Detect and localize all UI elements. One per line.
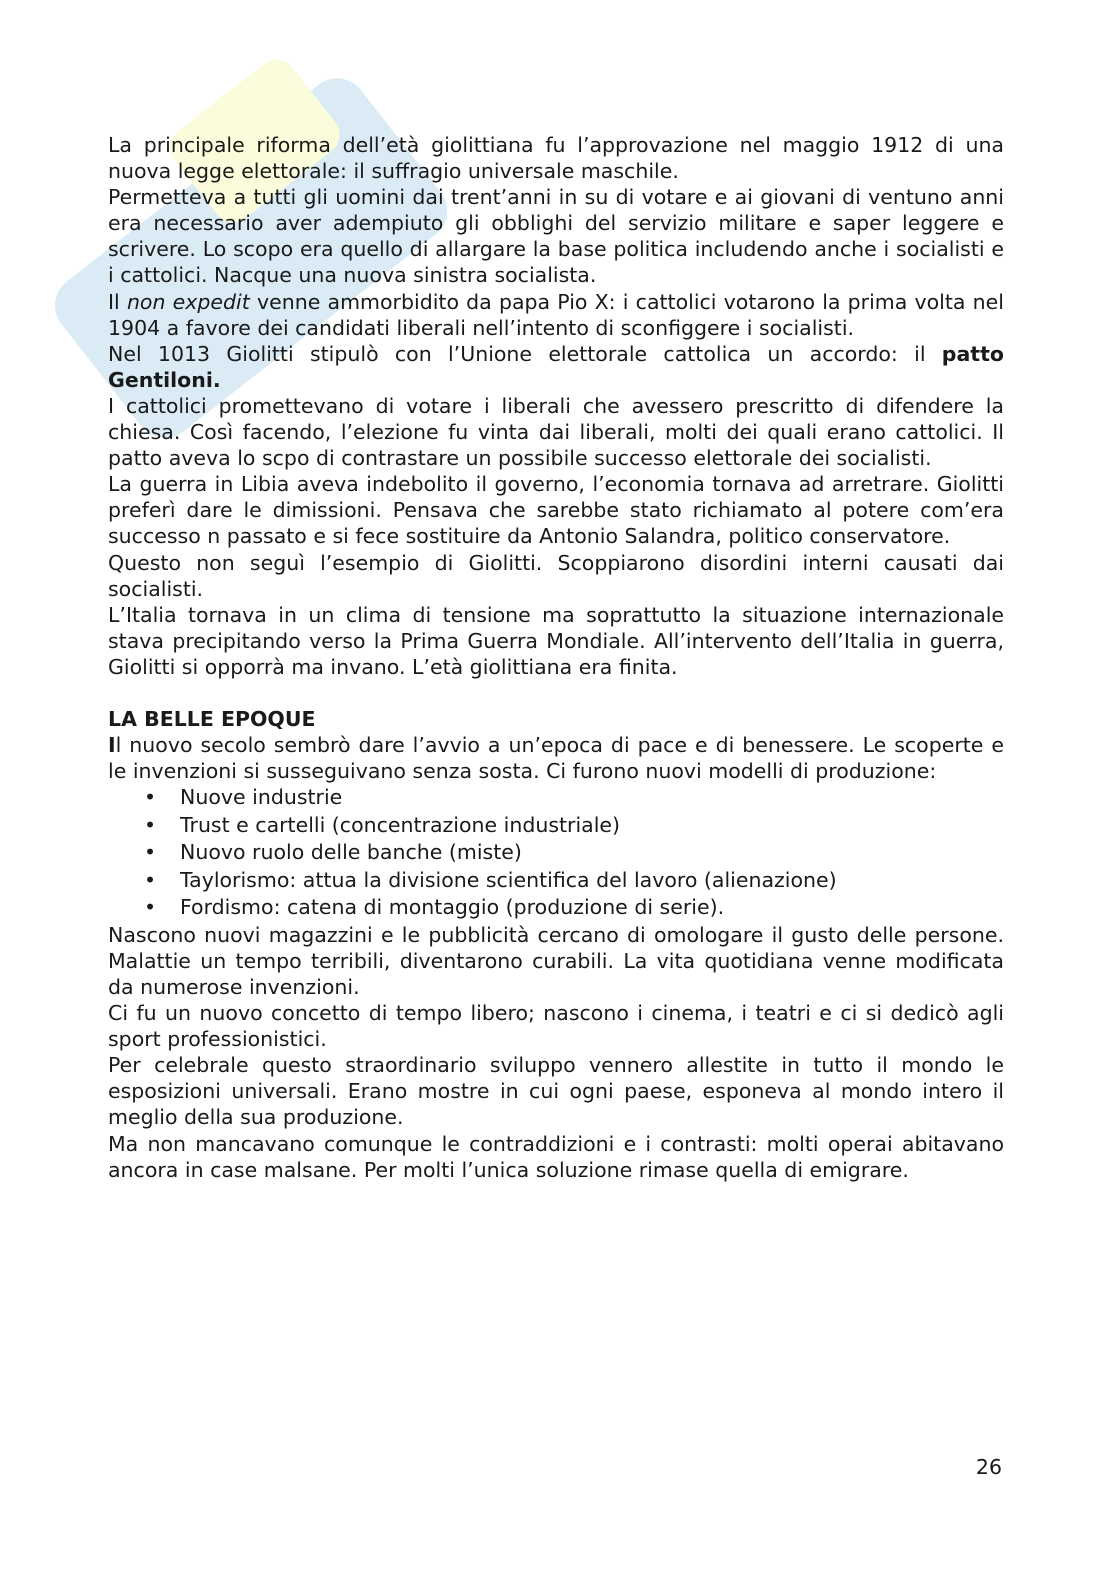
text-segment: venne ammorbidito da papa Pio X: i cattolici votarono la prima volta nel 1904 a favore dei candidati liberali nell’intento di sconfiggere i socialisti. (108, 289, 1004, 340)
page-number: 26 (975, 1455, 1002, 1479)
paragraph: Nascono nuovi magazzini e le pubblicità cercano di omologare il gusto delle persone. Malattie un tempo terribili, diventarono curabili. La vita quotidiana venne modificata da numerose invenzioni. (108, 922, 1004, 999)
paragraph: Ci fu un nuovo concetto di tempo libero; nascono i cinema, i teatri e ci si dedicò agli sport professionistici. (108, 1001, 1004, 1052)
text-segment: L’Italia tornava in un clima di tensione ma soprattutto la situazione internazionale stava precipitando verso la Prima Guerra Mondiale. All’intervento dell’Italia in guerra, Giolitti si opporrà ma invano. L’età giolittiana era finita. (108, 602, 1004, 679)
list-item-text: Nuovo ruolo delle banche (miste) (180, 840, 522, 865)
text-segment: La principale riforma dell’età giolittiana fu l’approvazione nel maggio 1912 di una nuova legge elettorale: il suffragio universale maschile. (108, 133, 1004, 184)
bullet-icon: • (144, 840, 157, 865)
text-segment: Il (108, 289, 127, 314)
paragraph (108, 289, 1004, 341)
paragraph (108, 550, 1004, 602)
paragraph (108, 132, 1004, 184)
belle-epoque-paragraphs (108, 922, 1004, 1183)
text-segment: Nel 1013 Giolitti stipulò con l’Unione elettorale cattolica un accordo: il (108, 341, 942, 366)
bold-text: patto Gentiloni. (108, 341, 1004, 392)
text-segment: I cattolici promettevano di votare i liberali che avessero prescritto di difendere la chiesa. Così facendo, l’elezione fu vinta dai liberali, molti dei quali erano cattolici. Il patto aveva lo scpo di contrastare un possibile successo elettorale dei socialisti. (108, 393, 1004, 471)
list-item (144, 894, 1004, 922)
list-item-text: Taylorismo: attua la divisione scientifica del lavoro (alienazione) (180, 867, 837, 892)
paragraph: Ma non mancavano comunque le contraddizioni e i contrasti: molti operai abitavano ancora in case malsane. Per molti l’unica soluzione rimase quella di emigrare. (108, 1131, 1004, 1182)
list-item (144, 867, 1004, 895)
list-item-text: Trust e cartelli (concentrazione industriale) (180, 812, 621, 837)
paragraph: Per celebrale questo straordinario sviluppo vennero allestite in tutto il mondo le esposizioni universali. Erano mostre in cui ogni paese, esponeva al mondo intero il meglio della sua produzione. (108, 1053, 1004, 1130)
bullet-icon: • (144, 785, 157, 810)
bullet-icon: • (144, 867, 157, 892)
text-segment: Permetteva a tutti gli uomini dai trent’anni in su di votare e ai giovani di ventuno anni era necessario aver adempiuto gli obblighi del servizio militare e saper leggere e scrivere. Lo scopo era quello di allargare la base politica includendo anche i socialisti e i cattolici. Nacque una nuova sinistra socialista. (108, 185, 1004, 288)
paragraph (108, 341, 1004, 393)
paragraph (108, 471, 1004, 549)
bullet-icon: • (144, 895, 157, 920)
document-body (108, 132, 1004, 1183)
paragraph (108, 393, 1004, 471)
bullet-icon: • (144, 812, 157, 837)
giolitti-section (108, 132, 1004, 680)
bold-text: I (108, 733, 116, 758)
text-segment: Questo non seguì l’esempio di Giolitti. Scoppiarono disordini interni causati dai socialisti. (108, 550, 1004, 601)
list-item (144, 839, 1004, 867)
paragraph (108, 184, 1004, 288)
text-segment: La guerra in Libia aveva indebolito il governo, l’economia tornava ad arretrare. Giolitti preferì dare le dimissioni. Pensava che sarebbe stato richiamato al potere com’era successo n passato e si fece sostituire da Antonio Salandra, politico conservatore. (108, 472, 1004, 549)
paragraph (108, 602, 1004, 680)
production-models-list (108, 784, 1004, 922)
list-item-text: Nuove industrie (180, 785, 343, 810)
text-segment: l nuovo secolo sembrò dare l’avvio a un’epoca di pace e di benessere. Le scoperte e le invenzioni si susseguivano senza sosta. Ci furono nuovi modelli di produzione: (108, 733, 1004, 784)
italic-text: non expedit (126, 289, 250, 314)
section-intro-paragraph (108, 732, 1004, 784)
list-item-text: Fordismo: catena di montaggio (produzione di serie). (180, 895, 725, 920)
list-item (144, 812, 1004, 840)
section-heading: LA BELLE EPOQUE (108, 706, 316, 731)
section-spacer (108, 680, 1004, 706)
list-item (144, 784, 1004, 812)
